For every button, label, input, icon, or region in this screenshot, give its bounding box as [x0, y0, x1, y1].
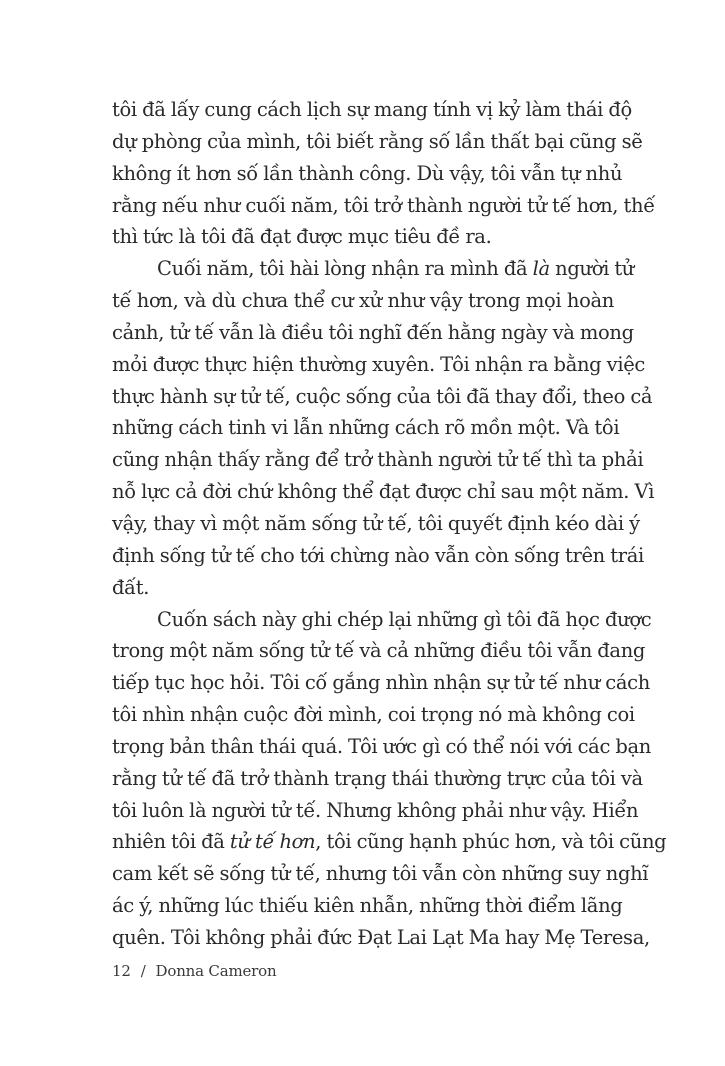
text-line: tôi luôn là người tử tế. Nhưng không phải như vậy. Hiển	[112, 798, 639, 822]
text-line: thực hành sự tử tế, cuộc sống của tôi đã thay đổi, theo cả	[112, 384, 653, 408]
text-line: những cách tinh vi lẫn những cách rõ mồn một. Và tôi	[112, 416, 620, 440]
author-name: Donna Cameron	[155, 962, 277, 980]
text-line: vậy, thay vì một năm sống tử tế, tôi quyết định kéo dài ý	[112, 511, 640, 535]
text-line: tiếp tục học hỏi. Tôi cố gắng nhìn nhận sự tử tế như cách	[112, 671, 650, 695]
text-segment: Cuối năm, tôi hài lòng nhận ra mình đã	[157, 257, 533, 281]
text-line: thì tức là tôi đã đạt được mục tiêu đề ra.	[112, 225, 492, 249]
book-page-body	[112, 94, 667, 954]
text-line: cảnh, tử tế vẫn là điều tôi nghĩ đến hằng ngày và mong	[112, 320, 634, 344]
text-segment: người tử	[549, 257, 635, 281]
page-number: 12	[112, 962, 131, 980]
text-line-paragraph-start	[112, 253, 635, 285]
text-line: ác ý, những lúc thiếu kiên nhẫn, những thời điểm lãng	[112, 894, 623, 918]
text-line: cũng nhận thấy rằng để trở thành người tử tế thì ta phải	[112, 448, 644, 472]
text-line: trong một năm sống tử tế và cả những điều tôi vẫn đang	[112, 639, 646, 663]
emphasis-text: là	[532, 257, 550, 281]
text-line: nỗ lực cả đời chứ không thể đạt được chỉ sau một năm. Vì	[112, 480, 655, 504]
text-line: quên. Tôi không phải đức Đạt Lai Lạt Ma hay Mẹ Teresa,	[112, 925, 650, 949]
text-line: mỏi được thực hiện thường xuyên. Tôi nhận ra bằng việc	[112, 352, 645, 376]
text-line: đất.	[112, 575, 150, 599]
text-line: tế hơn, và dù chưa thể cư xử như vậy trong mọi hoàn	[112, 289, 614, 313]
text-line: trọng bản thân thái quá. Tôi ước gì có thể nói với các bạn	[112, 734, 651, 758]
text-line: định sống tử tế cho tới chừng nào vẫn còn sống trên trái	[112, 543, 644, 567]
text-line: rằng tử tế đã trở thành trạng thái thường trực của tôi và	[112, 766, 643, 790]
text-line: rằng nếu như cuối năm, tôi trở thành người tử tế hơn, thế	[112, 193, 655, 217]
text-segment: , tôi cũng hạnh phúc hơn, và tôi cũng	[315, 830, 667, 854]
footer-separator: /	[140, 962, 146, 980]
text-line: dự phòng của mình, tôi biết rằng số lần thất bại cũng sẽ	[112, 129, 643, 153]
text-line-paragraph-start: Cuốn sách này ghi chép lại những gì tôi đã học được	[157, 607, 652, 631]
text-segment: nhiên tôi đã	[112, 830, 230, 854]
text-line	[112, 826, 667, 858]
text-line: tôi nhìn nhận cuộc đời mình, coi trọng nó mà không coi	[112, 703, 635, 727]
emphasis-text: tử tế hơn	[229, 830, 316, 854]
text-line: tôi đã lấy cung cách lịch sự mang tính vị kỷ làm thái độ	[112, 98, 632, 121]
page-footer	[112, 962, 276, 980]
text-line: cam kết sẽ sống tử tế, nhưng tôi vẫn còn những suy nghĩ	[112, 862, 649, 886]
text-line: không ít hơn số lần thành công. Dù vậy, tôi vẫn tự nhủ	[112, 161, 623, 185]
